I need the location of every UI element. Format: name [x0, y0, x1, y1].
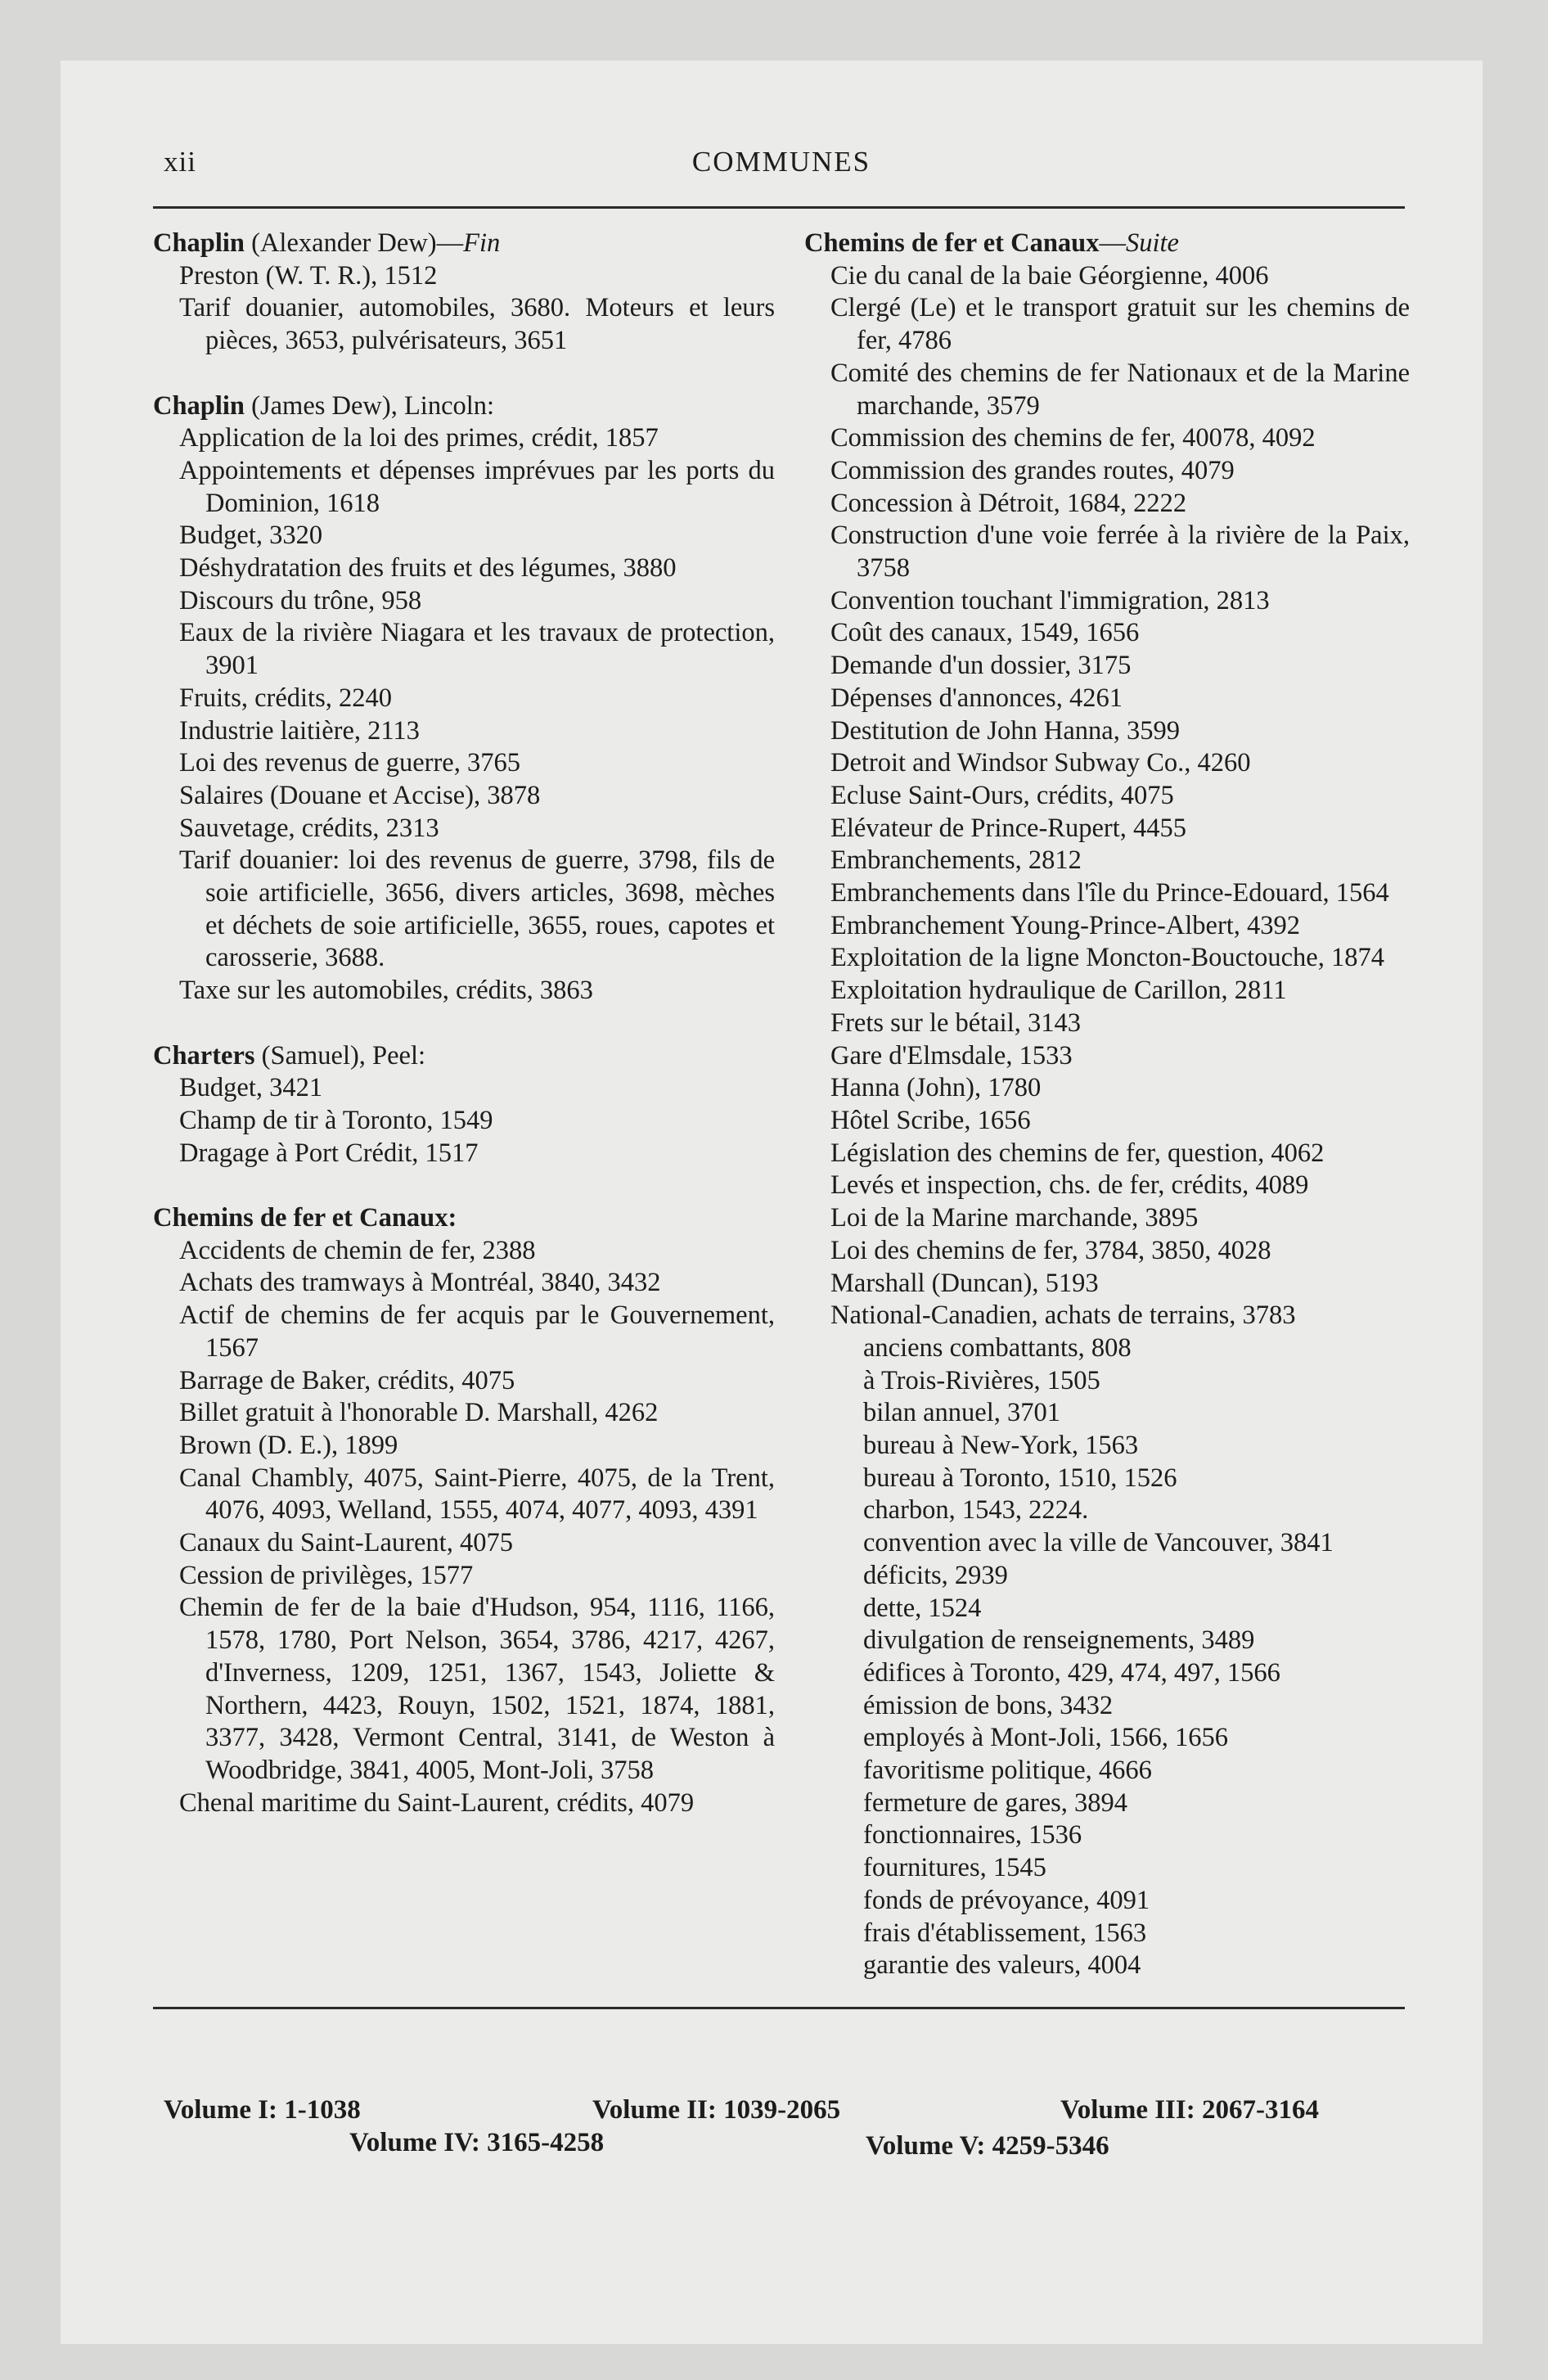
index-entry: Detroit and Windsor Subway Co., 4260 — [830, 748, 1251, 778]
heading-name: Chemins de fer et Canaux — [804, 228, 1100, 258]
index-entry: Elévateur de Prince-Rupert, 4455 — [830, 813, 1186, 843]
page-number: xii — [164, 146, 196, 178]
index-entry: Exploitation de la ligne Moncton-Bouctouche, 1874 — [830, 943, 1384, 973]
footer-volume-3: Volume III: 2067-3164 — [1060, 2095, 1319, 2125]
heading-continuation: Fin — [463, 228, 501, 258]
index-entry: Dragage à Port Crédit, 1517 — [179, 1138, 479, 1168]
index-entry: Brown (D. E.), 1899 — [179, 1430, 398, 1460]
index-subentry: à Trois-Rivières, 1505 — [863, 1365, 1100, 1395]
index-entry: Exploitation hydraulique de Carillon, 2811 — [830, 976, 1287, 1006]
index-entry: Cession de privilèges, 1577 — [179, 1560, 474, 1590]
footer-rule — [153, 2007, 1405, 2009]
heading-name: Chaplin — [153, 390, 245, 421]
index-entry: Déshydratation des fruits et des légumes, 3880 — [179, 553, 677, 584]
index-heading — [153, 1202, 775, 1235]
index-entry: Canaux du Saint-Laurent, 4075 — [179, 1528, 513, 1558]
index-entry: Canal Chambly, 4075, Saint-Pierre, 4075, de la Trent, 4076, 4093, Welland, 1555, 4074, 4077, 4093, 4391 — [179, 1463, 775, 1526]
header-rule — [153, 206, 1405, 209]
index-subentry: employés à Mont-Joli, 1566, 1656 — [863, 1723, 1228, 1753]
index-entry: Sauvetage, crédits, 2313 — [179, 813, 439, 843]
index-subentry: bureau à New-York, 1563 — [863, 1431, 1139, 1461]
index-entry: Comité des chemins de fer Nationaux et de la Marine marchande, 3579 — [830, 358, 1410, 421]
index-entry: Hanna (John), 1780 — [830, 1073, 1042, 1103]
index-entry: Tarif douanier: loi des revenus de guerre, 3798, fils de soie artificielle, 3656, divers articles, 3698, mèches et déchets de soie artificielle, 3655, roues, capotes et carosserie, 3688. — [179, 845, 775, 973]
index-entry: Marshall (Duncan), 5193 — [830, 1268, 1099, 1298]
index-entry: Embranchement Young-Prince-Albert, 4392 — [830, 910, 1301, 940]
index-subentry: déficits, 2939 — [863, 1560, 1008, 1590]
index-entry: Salaires (Douane et Accise), 3878 — [179, 780, 541, 810]
index-entry: Clergé (Le) et le transport gratuit sur les chemins de fer, 4786 — [830, 293, 1410, 356]
index-entry: Chemin de fer de la baie d'Hudson, 954, 1116, 1166, 1578, 1780, Port Nelson, 3654, 3786, 4217, 4267, d'Inverness, 1209, 1251, 1367, 1543, Joliette & Northern, 4423, Rouyn, 1502, 1521, 1874, 1881, 3377, 3428, Vermont Central, 3141, de Weston à Woodbridge, 3841, 4005, Mont-Joli, 3758 — [179, 1593, 775, 1785]
index-entry: Commission des chemins de fer, 40078, 4092 — [830, 423, 1316, 453]
index-subentry: garantie des valeurs, 4004 — [863, 1950, 1141, 1981]
index-entry: Loi des chemins de fer, 3784, 3850, 4028 — [830, 1235, 1271, 1265]
index-entry: Commission des grandes routes, 4079 — [830, 455, 1235, 485]
footer-volume-1: Volume I: 1-1038 — [164, 2095, 361, 2125]
index-entry: Hôtel Scribe, 1656 — [830, 1105, 1031, 1135]
index-heading — [804, 228, 1410, 260]
index-subentry: charbon, 1543, 2224. — [863, 1495, 1089, 1526]
index-subentry: convention avec la ville de Vancouver, 3841 — [863, 1528, 1334, 1558]
index-entry: Champ de tir à Toronto, 1549 — [179, 1105, 493, 1135]
index-subentry: fonds de prévoyance, 4091 — [863, 1885, 1150, 1915]
footer-volume-2: Volume II: 1039-2065 — [592, 2095, 841, 2125]
index-entry: Embranchements, 2812 — [830, 845, 1082, 876]
index-entry: Accidents de chemin de fer, 2388 — [179, 1235, 536, 1265]
index-entry: Cie du canal de la baie Géorgienne, 4006 — [830, 260, 1269, 291]
index-subentry: divulgation de renseignements, 3489 — [863, 1625, 1255, 1656]
heading-continuation: Suite — [1126, 228, 1179, 258]
index-entry: Gare d'Elmsdale, 1533 — [830, 1040, 1073, 1071]
index-subentry: émission de bons, 3432 — [863, 1690, 1114, 1720]
index-entry: Destitution de John Hanna, 3599 — [830, 715, 1180, 746]
index-entry: Loi de la Marine marchande, 3895 — [830, 1203, 1199, 1233]
index-entry: Construction d'une voie ferrée à la rivière de la Paix, 3758 — [830, 521, 1410, 584]
right-column — [804, 228, 1410, 1982]
left-column — [153, 228, 775, 1819]
index-heading — [153, 228, 775, 260]
index-subentry: favoritisme politique, 4666 — [863, 1756, 1152, 1786]
index-subentry: fournitures, 1545 — [863, 1853, 1046, 1883]
index-entry: Levés et inspection, chs. de fer, crédits, 4089 — [830, 1170, 1309, 1201]
heading-name: Charters — [153, 1040, 255, 1071]
heading-detail: (James Dew), Lincoln: — [245, 390, 495, 421]
index-entry: Discours du trône, 958 — [179, 585, 422, 615]
index-entry: Coût des canaux, 1549, 1656 — [830, 618, 1140, 648]
heading-name: Chaplin — [153, 228, 245, 258]
running-title: COMMUNES — [691, 146, 871, 178]
index-entry: Industrie laitière, 2113 — [179, 715, 420, 746]
index-entry: Ecluse Saint-Ours, crédits, 4075 — [830, 780, 1174, 810]
footer-volume-4: Volume IV: 3165-4258 — [349, 2128, 605, 2157]
index-entry: Barrage de Baker, crédits, 4075 — [179, 1365, 515, 1395]
index-entry: Législation des chemins de fer, question, 4062 — [830, 1138, 1325, 1168]
heading-name: Chemins de fer et Canaux: — [153, 1203, 457, 1233]
heading-detail: — — [1099, 228, 1126, 258]
index-entry: Achats des tramways à Montréal, 3840, 3432 — [179, 1268, 661, 1298]
index-entry: Preston (W. T. R.), 1512 — [179, 260, 438, 291]
heading-detail: (Samuel), Peel: — [254, 1040, 426, 1071]
index-entry: Taxe sur les automobiles, crédits, 3863 — [179, 976, 593, 1006]
index-entry: Budget, 3320 — [179, 521, 323, 551]
index-entry: Frets sur le bétail, 3143 — [830, 1007, 1081, 1038]
index-entry: Actif de chemins de fer acquis par le Gouvernement, 1567 — [179, 1300, 775, 1363]
index-entry: Convention touchant l'immigration, 2813 — [830, 585, 1270, 615]
index-entry: Billet gratuit à l'honorable D. Marshall, 4262 — [179, 1398, 659, 1428]
footer-volume-5: Volume V: 4259-5346 — [866, 2131, 1109, 2161]
index-entry: Loi des revenus de guerre, 3765 — [179, 748, 520, 778]
index-subentry: bilan annuel, 3701 — [863, 1398, 1060, 1428]
index-subentry: bureau à Toronto, 1510, 1526 — [863, 1463, 1177, 1493]
index-heading — [153, 390, 775, 423]
index-entry: Application de la loi des primes, crédit, 1857 — [179, 423, 659, 453]
index-entry: Dépenses d'annonces, 4261 — [830, 683, 1123, 713]
index-entry: Chenal maritime du Saint-Laurent, crédits, 4079 — [179, 1787, 695, 1818]
index-subentry: édifices à Toronto, 429, 474, 497, 1566 — [863, 1657, 1280, 1688]
index-entry: National-Canadien, achats de terrains, 3783 — [830, 1300, 1296, 1331]
index-subentry: dette, 1524 — [863, 1593, 982, 1623]
index-entry: Appointements et dépenses imprévues par les ports du Dominion, 1618 — [179, 455, 775, 518]
index-entry: Fruits, crédits, 2240 — [179, 683, 392, 713]
index-entry: Demande d'un dossier, 3175 — [830, 651, 1132, 681]
index-subentry: fonctionnaires, 1536 — [863, 1820, 1082, 1850]
index-entry: Eaux de la rivière Niagara et les travaux de protection, 3901 — [179, 618, 775, 681]
index-subentry: anciens combattants, 808 — [863, 1332, 1132, 1363]
index-subentry: fermeture de gares, 3894 — [863, 1787, 1128, 1818]
index-heading — [153, 1040, 775, 1073]
heading-detail: (Alexander Dew)— — [245, 228, 464, 258]
index-entry: Embranchements dans l'île du Prince-Edouard, 1564 — [830, 878, 1389, 908]
page-header — [164, 146, 1399, 187]
index-entry: Budget, 3421 — [179, 1073, 323, 1103]
index-subentry: frais d'établissement, 1563 — [863, 1918, 1147, 1948]
index-entry: Tarif douanier, automobiles, 3680. Moteurs et leurs pièces, 3653, pulvérisateurs, 3651 — [179, 293, 775, 356]
index-entry: Concession à Détroit, 1684, 2222 — [830, 488, 1187, 518]
